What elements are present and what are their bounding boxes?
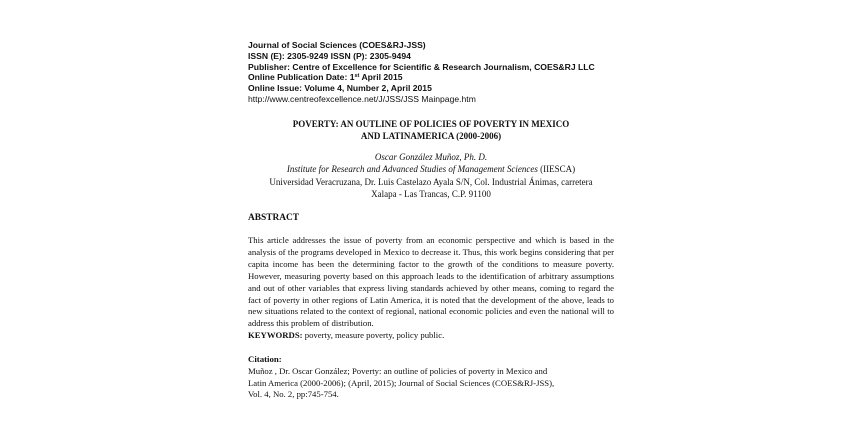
- author-name: Oscar González Muñoz, Ph. D.: [374, 151, 488, 162]
- citation-line-1: Muñoz , Dr. Oscar González; Poverty: an outline of policies of poverty in Mexico and: [248, 365, 548, 376]
- institute-name: Institute for Research and Advanced Studies of Management Sciences: [286, 164, 538, 175]
- institute-abbr: (IIESCA): [537, 164, 576, 175]
- keywords-values: poverty, measure poverty, policy public.: [302, 330, 445, 341]
- journal-issn: ISSN (E): 2305-9249 ISSN (P): 2305-9494: [248, 50, 411, 61]
- abstract-text: This article addresses the issue of poverty from an economic perspective and which is based in the analysis of the programs developed in Mexico to decrease it. Thus, this work begins considering that per capita income has been the determining factor to the growth of the conditions to measure poverty. However, measuring poverty based on this approach leads to the identification of arbitrary assumptions and out of other variables that express living standards achieved by other means, coming to regard the fact of poverty in other regions of Latin America, it is noted that the development of the above, leads to new situations related to the context of regional, national economic policies and even the national will to address this problem of distribution.: [248, 235, 614, 329]
- journal-url[interactable]: http://www.centreofexcellence.net/J/JSS/JSS Mainpage.htm: [248, 93, 476, 104]
- title-line-2: AND LATINAMERICA (2000-2006): [360, 130, 502, 141]
- article-title: [248, 118, 614, 142]
- citation-line-2: Latin America (2000-2006); (April, 2015); Journal of Social Sciences (COES&RJ-JSS),: [248, 377, 555, 388]
- journal-publisher: Publisher: Centre of Excellence for Scientific & Research Journalism, COES&RJ LLC: [248, 61, 595, 72]
- journal-pub-date: [248, 72, 614, 83]
- author-block: [248, 151, 614, 201]
- citation-text: [248, 366, 614, 401]
- pub-date-sup: st: [354, 73, 360, 80]
- address-line-1: Universidad Veracruzana, Dr. Luis Castelazo Ayala S/N, Col. Industrial Ánimas, carretera: [269, 176, 593, 187]
- keywords-line: [248, 330, 614, 342]
- pub-date-prefix: Online Publication Date: 1: [248, 72, 355, 83]
- address-line-2: Xalapa - Las Trancas, C.P. 91100: [371, 189, 491, 199]
- journal-name: Journal of Social Sciences (COES&RJ-JSS): [248, 40, 426, 50]
- keywords-label: KEYWORDS:: [248, 330, 303, 341]
- abstract-heading: ABSTRACT: [248, 213, 300, 224]
- paper-page: [248, 40, 614, 401]
- pub-date-suffix: April 2015: [359, 72, 403, 83]
- journal-issue: Online Issue: Volume 4, Number 2, April 2015: [248, 83, 432, 94]
- citation-heading: Citation:: [248, 353, 282, 364]
- author-institute: [248, 163, 614, 175]
- citation-line-3: Vol. 4, No. 2, pp:745-754.: [248, 389, 339, 400]
- title-line-1: POVERTY: AN OUTLINE OF POLICIES OF POVERTY IN MEXICO: [292, 118, 570, 129]
- journal-header: [248, 40, 614, 105]
